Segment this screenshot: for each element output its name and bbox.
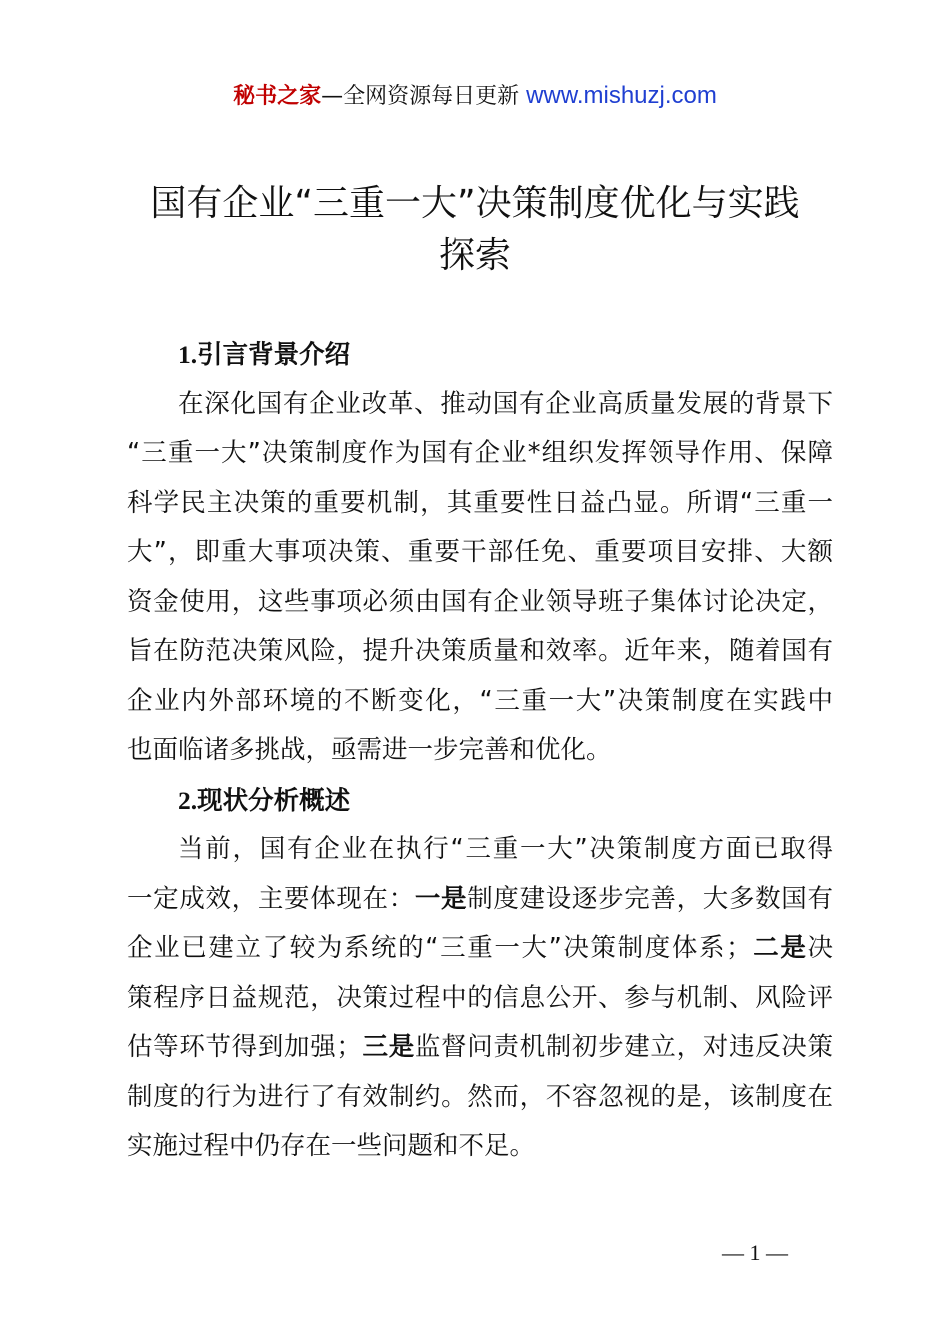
section-heading-2 xyxy=(127,776,833,826)
section-number: 1. xyxy=(178,340,198,369)
line-text: 监督问责机制初步建立，对违反决策 xyxy=(414,1032,833,1062)
paragraph-line: 制度的行为进行了有效制约。然而，不容忽视的是，该制度在 xyxy=(127,1081,833,1112)
paragraph-line: 科学民主决策的重要机制，其重要性日益凸显。所谓“三重一 xyxy=(127,487,833,518)
paragraph-line: 当前，国有企业在执行“三重一大”决策制度方面已取得 xyxy=(178,834,833,864)
section-heading-text: 引言背景介绍 xyxy=(197,340,351,370)
paragraph-line: “三重一大”决策制度作为国有企业*组织发挥领导作用、保障 xyxy=(127,438,833,468)
line-text: 制度建设逐步完善，大多数国有 xyxy=(467,883,833,914)
document-body xyxy=(127,330,833,1172)
section-heading-1 xyxy=(127,330,833,380)
section-number: 2. xyxy=(178,785,198,815)
paragraph-line: 旨在防范决策风险，提升决策质量和效率。近年来，随着国有 xyxy=(127,636,833,666)
line-text: 估等环节得到加强； xyxy=(127,1032,362,1062)
emphasis-first: 一是 xyxy=(414,883,468,914)
paragraph-line xyxy=(127,924,833,974)
site-url-link[interactable]: www.mishuzj.com xyxy=(526,82,717,109)
document-title xyxy=(100,178,850,282)
title-line-2: 探索 xyxy=(438,235,511,276)
paragraph-line: 资金使用，这些事项必须由国有企业领导班子集体讨论决定， xyxy=(127,586,833,617)
site-slogan: —全网资源每日更新 xyxy=(321,84,520,109)
paragraph-line: 企业内外部环境的不断变化，“三重一大”决策制度在实践中 xyxy=(127,685,833,716)
section-heading-text: 现状分析概述 xyxy=(197,785,351,816)
site-banner xyxy=(0,80,950,113)
emphasis-third: 三是 xyxy=(361,1032,415,1062)
title-line-1: 国有企业“三重一大”决策制度优化与实践 xyxy=(150,183,800,224)
paragraph-line: 在深化国有企业改革、推动国有企业高质量发展的背景下 xyxy=(178,388,833,419)
emphasis-second: 二是 xyxy=(751,933,808,963)
paragraph-line: 实施过程中仍存在一些问题和不足。 xyxy=(127,1131,536,1161)
line-text: 决 xyxy=(807,933,833,963)
line-text: 企业已建立了较为系统的“三重一大”决策制度体系； xyxy=(127,933,752,963)
paragraph-line: 也面临诸多挑战，亟需进一步完善和优化。 xyxy=(127,735,612,765)
paragraph-line: 大”，即重大事项决策、重要干部任免、重要项目安排、大额 xyxy=(127,537,833,567)
paragraph-line xyxy=(127,1023,833,1073)
paragraph-line xyxy=(127,875,833,925)
paragraph-line: 策程序日益规范，决策过程中的信息公开、参与机制、风险评 xyxy=(127,982,833,1013)
page-number: — 1 — xyxy=(722,1240,788,1265)
site-brand: 秘书之家 xyxy=(233,84,322,109)
line-text: 一定成效，主要体现在： xyxy=(127,883,415,914)
